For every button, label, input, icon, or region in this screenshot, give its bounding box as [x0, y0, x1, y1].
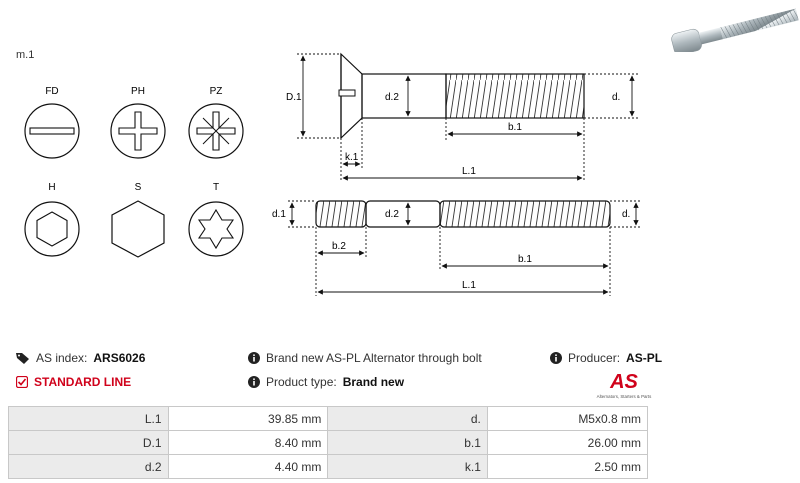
dim-label-d2-top: d.2	[385, 92, 399, 103]
info-icon	[248, 352, 260, 364]
description-row	[248, 351, 482, 365]
table-row	[9, 431, 648, 455]
spec-value: 2.50 mm	[487, 455, 647, 479]
dim-label-D1: D.1	[286, 92, 302, 103]
head-label-fd: FD	[45, 86, 59, 97]
as-index-value: ARS6026	[93, 351, 146, 365]
dim-label-L1-top: L.1	[462, 166, 476, 177]
tag-icon	[16, 352, 30, 364]
spec-label: L.1	[9, 407, 169, 431]
product-type-label: Product type:	[266, 375, 337, 389]
spec-value: 26.00 mm	[487, 431, 647, 455]
dim-label-L1-bottom: L.1	[462, 280, 476, 291]
double-ended-bolt-drawing	[316, 201, 610, 227]
as-pl-logo	[596, 369, 652, 401]
table-row	[9, 455, 648, 479]
dim-label-b2: b.2	[332, 241, 346, 252]
head-label-ph: PH	[131, 86, 145, 97]
spec-label: d.2	[9, 455, 169, 479]
info-icon	[248, 376, 260, 388]
producer-value: AS-PL	[626, 351, 663, 365]
logo-tagline: Alternators, Starters & Parts	[596, 394, 652, 399]
as-index-row	[16, 351, 145, 365]
dim-label-b1-top: b.1	[508, 122, 522, 133]
head-label-t: T	[212, 182, 220, 193]
head-label-s: S	[134, 182, 142, 193]
dim-label-k1: k.1	[345, 152, 359, 163]
spec-value: 4.40 mm	[168, 455, 328, 479]
spec-value: 8.40 mm	[168, 431, 328, 455]
phillips-head-icon	[111, 104, 165, 158]
head-label-pz: PZ	[209, 86, 223, 97]
hex-head-icon	[112, 201, 164, 257]
standard-line-row	[16, 375, 131, 389]
torx-head-icon	[189, 202, 243, 256]
product-type-value: Brand new	[342, 375, 405, 389]
standard-line-label: STANDARD LINE	[34, 375, 132, 389]
product-photo	[660, 0, 800, 52]
spec-value: M5x0.8 mm	[487, 407, 647, 431]
spec-label: b.1	[328, 431, 488, 455]
dim-label-d-bottom: d.	[622, 209, 631, 220]
spec-value: 39.85 mm	[168, 407, 328, 431]
checkbox-check-icon	[16, 376, 28, 388]
countersunk-bolt-drawing	[339, 54, 584, 138]
hex-socket-head-icon	[25, 202, 79, 256]
flat-slot-head-icon	[25, 104, 79, 158]
head-label-h: H	[48, 182, 56, 193]
spec-label: d.	[328, 407, 488, 431]
dim-label-d-top: d.	[612, 92, 621, 103]
specs-table	[8, 406, 648, 479]
producer-row	[550, 351, 662, 365]
logo-text: AS	[610, 371, 638, 393]
description-text: Brand new AS-PL Alternator through bolt	[266, 351, 482, 365]
as-index-label: AS index:	[36, 351, 88, 365]
spec-label: k.1	[328, 455, 488, 479]
producer-label: Producer:	[568, 351, 621, 365]
info-icon	[550, 352, 562, 364]
spec-label: D.1	[9, 431, 169, 455]
dim-label-d2-bottom: d.2	[385, 209, 399, 220]
m-label: m.1	[16, 49, 35, 61]
pozidriv-head-icon	[189, 104, 243, 158]
product-type-row	[248, 375, 404, 389]
table-row	[9, 407, 648, 431]
dim-label-d1-bottom: d.1	[272, 209, 286, 220]
dim-label-b1-bottom: b.1	[518, 254, 532, 265]
